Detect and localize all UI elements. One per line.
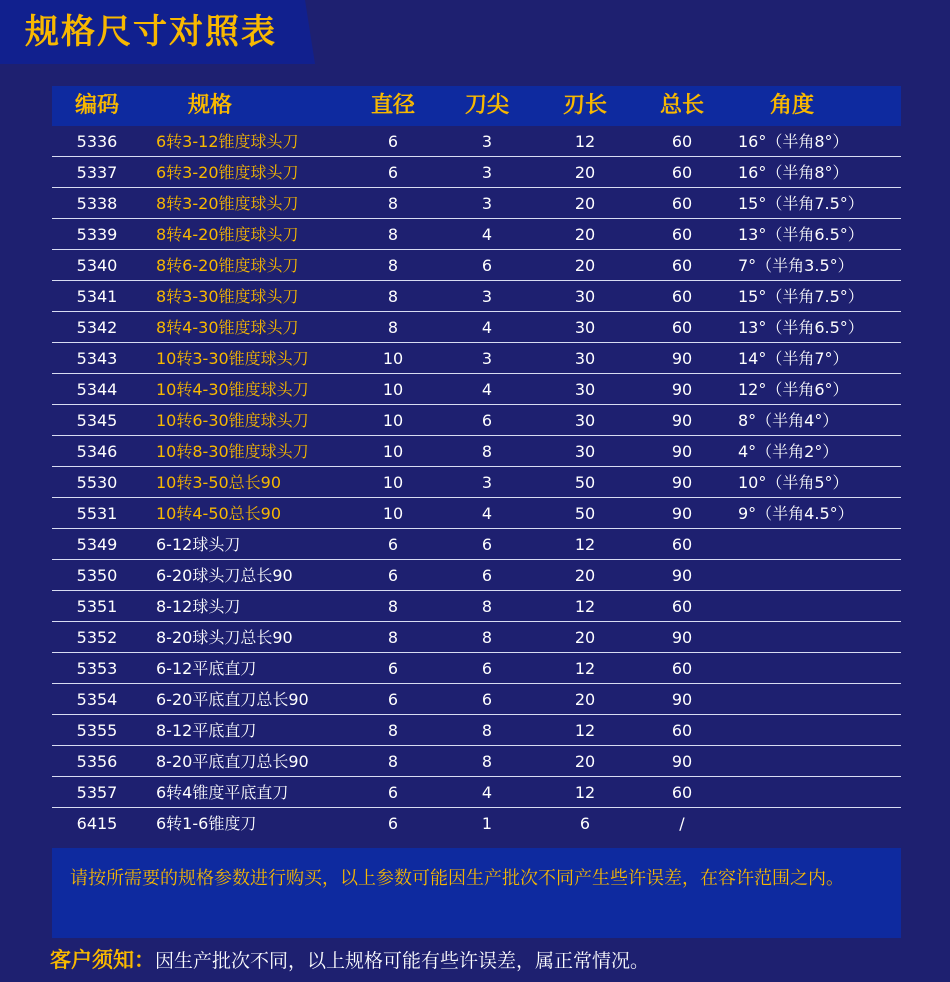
cell-tip: 8: [481, 628, 493, 647]
cell-blade-length: 20: [574, 163, 596, 182]
table-row: [52, 498, 901, 529]
cell-blade-length: 20: [574, 690, 596, 709]
cell-total-length: 90: [671, 504, 693, 523]
cell-tip: 3: [481, 194, 493, 213]
cell-spec: 6转4锥度平底直刀: [156, 783, 289, 802]
cell-tip: 6: [481, 535, 493, 554]
cell-tip: 3: [481, 163, 493, 182]
cell-spec: 6转3-20锥度球头刀: [156, 163, 299, 182]
table-row: [52, 622, 901, 653]
cell-diameter: 6: [387, 535, 399, 554]
cell-tip: 1: [481, 814, 493, 833]
cell-blade-length: 20: [574, 225, 596, 244]
cell-diameter: 6: [387, 566, 399, 585]
cell-angle: 15°（半角7.5°）: [738, 287, 864, 306]
cell-tip: 6: [481, 659, 493, 678]
cell-tip: 4: [481, 783, 493, 802]
table-row: [52, 281, 901, 312]
cell-spec: 10转4-30锥度球头刀: [156, 380, 309, 399]
table-row: [52, 467, 901, 498]
cell-tip: 3: [481, 473, 493, 492]
table-header: [52, 86, 901, 126]
cell-spec: 10转4-50总长90: [156, 504, 282, 523]
cell-tip: 6: [481, 256, 493, 275]
cell-total-length: 60: [671, 659, 693, 678]
cell-total-length: 60: [671, 721, 693, 740]
cell-total-length: 90: [671, 690, 693, 709]
cell-spec: 8-20平底直刀总长90: [156, 752, 309, 771]
cell-tip: 3: [481, 349, 493, 368]
cell-angle: 12°（半角6°）: [738, 380, 849, 399]
cell-code: 5337: [76, 163, 118, 182]
header-angle: 角度: [769, 93, 815, 118]
cell-code: 5342: [76, 318, 118, 337]
cell-code: 5343: [76, 349, 118, 368]
cell-blade-length: 20: [574, 256, 596, 275]
cell-total-length: /: [679, 814, 685, 833]
table-row: [52, 219, 901, 250]
table-row: [52, 777, 901, 808]
cell-code: 5531: [76, 504, 118, 523]
cell-spec: 8-20球头刀总长90: [156, 628, 293, 647]
cell-blade-length: 12: [574, 132, 596, 151]
cell-blade-length: 30: [574, 287, 596, 306]
cell-total-length: 90: [671, 628, 693, 647]
cell-code: 5354: [76, 690, 118, 709]
cell-total-length: 90: [671, 442, 693, 461]
cell-spec: 8-12平底直刀: [156, 721, 257, 740]
cell-tip: 6: [481, 566, 493, 585]
cell-spec: 6转3-12锥度球头刀: [156, 132, 299, 151]
table-row: [52, 715, 901, 746]
cell-angle: 15°（半角7.5°）: [738, 194, 864, 213]
table-row: [52, 808, 901, 842]
cell-blade-length: 30: [574, 442, 596, 461]
cell-tip: 3: [481, 287, 493, 306]
cell-spec: 8-12球头刀: [156, 597, 241, 616]
cell-code: 5345: [76, 411, 118, 430]
notice-text: 因生产批次不同，以上规格可能有些许误差，属正常情况。: [155, 950, 650, 972]
cell-total-length: 90: [671, 752, 693, 771]
header-total-length: 总长: [659, 93, 705, 118]
cell-angle: 14°（半角7°）: [738, 349, 849, 368]
table-row: [52, 560, 901, 591]
cell-total-length: 60: [671, 194, 693, 213]
table-row: [52, 653, 901, 684]
cell-angle: 13°（半角6.5°）: [738, 225, 864, 244]
cell-spec: 6转1-6锥度刀: [156, 814, 257, 833]
cell-spec: 8转4-20锥度球头刀: [156, 225, 299, 244]
cell-tip: 8: [481, 597, 493, 616]
spec-table: [52, 86, 901, 842]
cell-tip: 4: [481, 318, 493, 337]
cell-diameter: 8: [387, 194, 399, 213]
cell-blade-length: 30: [574, 411, 596, 430]
table-row: [52, 405, 901, 436]
cell-blade-length: 20: [574, 566, 596, 585]
cell-angle: 4°（半角2°）: [738, 442, 839, 461]
cell-diameter: 6: [387, 690, 399, 709]
table-row: [52, 436, 901, 467]
cell-blade-length: 20: [574, 628, 596, 647]
cell-code: 6415: [76, 814, 118, 833]
cell-total-length: 60: [671, 163, 693, 182]
customer-notice: [50, 944, 649, 977]
cell-angle: 16°（半角8°）: [738, 163, 849, 182]
cell-tip: 4: [481, 225, 493, 244]
cell-blade-length: 12: [574, 783, 596, 802]
cell-blade-length: 30: [574, 318, 596, 337]
cell-code: 5344: [76, 380, 118, 399]
cell-spec: 6-20球头刀总长90: [156, 566, 293, 585]
cell-total-length: 60: [671, 256, 693, 275]
cell-code: 5350: [76, 566, 118, 585]
cell-diameter: 8: [387, 752, 399, 771]
cell-spec: 8转6-20锥度球头刀: [156, 256, 299, 275]
cell-tip: 8: [481, 721, 493, 740]
cell-diameter: 8: [387, 256, 399, 275]
cell-total-length: 90: [671, 473, 693, 492]
notice-label: 客户须知：: [50, 948, 155, 972]
cell-blade-length: 20: [574, 752, 596, 771]
cell-code: 5340: [76, 256, 118, 275]
header-code: 编码: [74, 93, 120, 118]
cell-blade-length: 30: [574, 349, 596, 368]
header-blade-length: 刃长: [562, 93, 608, 118]
table-row: [52, 591, 901, 622]
cell-spec: 6-12球头刀: [156, 535, 241, 554]
cell-blade-length: 12: [574, 535, 596, 554]
cell-total-length: 90: [671, 349, 693, 368]
cell-code: 5355: [76, 721, 118, 740]
cell-tip: 8: [481, 442, 493, 461]
cell-diameter: 8: [387, 597, 399, 616]
cell-diameter: 8: [387, 628, 399, 647]
cell-blade-length: 20: [574, 194, 596, 213]
cell-code: 5346: [76, 442, 118, 461]
cell-total-length: 60: [671, 225, 693, 244]
header-diameter: 直径: [370, 93, 416, 118]
cell-tip: 4: [481, 504, 493, 523]
cell-diameter: 6: [387, 163, 399, 182]
header-spec: 规格: [187, 93, 233, 118]
cell-diameter: 6: [387, 659, 399, 678]
table-row: [52, 188, 901, 219]
note-box: [52, 848, 901, 938]
cell-diameter: 8: [387, 287, 399, 306]
cell-blade-length: 12: [574, 597, 596, 616]
cell-angle: 7°（半角3.5°）: [738, 256, 854, 275]
cell-total-length: 60: [671, 597, 693, 616]
cell-total-length: 90: [671, 380, 693, 399]
cell-code: 5351: [76, 597, 118, 616]
table-row: [52, 312, 901, 343]
cell-blade-length: 12: [574, 721, 596, 740]
cell-total-length: 60: [671, 132, 693, 151]
cell-code: 5349: [76, 535, 118, 554]
cell-diameter: 6: [387, 783, 399, 802]
cell-diameter: 6: [387, 132, 399, 151]
cell-diameter: 8: [387, 318, 399, 337]
cell-angle: 8°（半角4°）: [738, 411, 839, 430]
cell-total-length: 60: [671, 783, 693, 802]
cell-code: 5353: [76, 659, 118, 678]
note-text: 请按所需要的规格参数进行购买，以上参数可能因生产批次不同产生些许误差，在容许范围之内。: [70, 868, 844, 889]
cell-blade-length: 50: [574, 504, 596, 523]
cell-angle: 16°（半角8°）: [738, 132, 849, 151]
cell-tip: 4: [481, 380, 493, 399]
cell-code: 5339: [76, 225, 118, 244]
cell-tip: 6: [481, 411, 493, 430]
cell-angle: 13°（半角6.5°）: [738, 318, 864, 337]
cell-code: 5356: [76, 752, 118, 771]
cell-code: 5530: [76, 473, 118, 492]
cell-spec: 6-12平底直刀: [156, 659, 257, 678]
cell-angle: 9°（半角4.5°）: [738, 504, 854, 523]
table-row: [52, 684, 901, 715]
cell-diameter: 10: [382, 504, 404, 523]
table-row: [52, 157, 901, 188]
cell-blade-length: 6: [579, 814, 591, 833]
cell-blade-length: 30: [574, 380, 596, 399]
cell-code: 5341: [76, 287, 118, 306]
cell-diameter: 8: [387, 721, 399, 740]
header-tip: 刀尖: [464, 93, 510, 118]
cell-code: 5338: [76, 194, 118, 213]
cell-diameter: 8: [387, 225, 399, 244]
cell-total-length: 60: [671, 318, 693, 337]
cell-diameter: 10: [382, 473, 404, 492]
cell-diameter: 10: [382, 380, 404, 399]
table-row: [52, 529, 901, 560]
cell-code: 5357: [76, 783, 118, 802]
cell-total-length: 60: [671, 287, 693, 306]
table-row: [52, 250, 901, 281]
cell-tip: 8: [481, 752, 493, 771]
cell-total-length: 90: [671, 566, 693, 585]
cell-tip: 3: [481, 132, 493, 151]
cell-tip: 6: [481, 690, 493, 709]
table-row: [52, 126, 901, 157]
cell-spec: 10转8-30锥度球头刀: [156, 442, 309, 461]
cell-diameter: 10: [382, 349, 404, 368]
cell-code: 5336: [76, 132, 118, 151]
cell-angle: 10°（半角5°）: [738, 473, 849, 492]
cell-diameter: 10: [382, 442, 404, 461]
cell-spec: 6-20平底直刀总长90: [156, 690, 309, 709]
page-title: 规格尺寸对照表: [25, 12, 277, 52]
table-row: [52, 374, 901, 405]
cell-spec: 8转3-20锥度球头刀: [156, 194, 299, 213]
table-body: [52, 126, 901, 842]
cell-total-length: 90: [671, 411, 693, 430]
cell-diameter: 6: [387, 814, 399, 833]
cell-spec: 10转6-30锥度球头刀: [156, 411, 309, 430]
cell-diameter: 10: [382, 411, 404, 430]
cell-spec: 10转3-50总长90: [156, 473, 282, 492]
cell-spec: 10转3-30锥度球头刀: [156, 349, 309, 368]
table-row: [52, 343, 901, 374]
cell-blade-length: 50: [574, 473, 596, 492]
table-row: [52, 746, 901, 777]
cell-code: 5352: [76, 628, 118, 647]
cell-spec: 8转4-30锥度球头刀: [156, 318, 299, 337]
cell-blade-length: 12: [574, 659, 596, 678]
cell-total-length: 60: [671, 535, 693, 554]
cell-spec: 8转3-30锥度球头刀: [156, 287, 299, 306]
